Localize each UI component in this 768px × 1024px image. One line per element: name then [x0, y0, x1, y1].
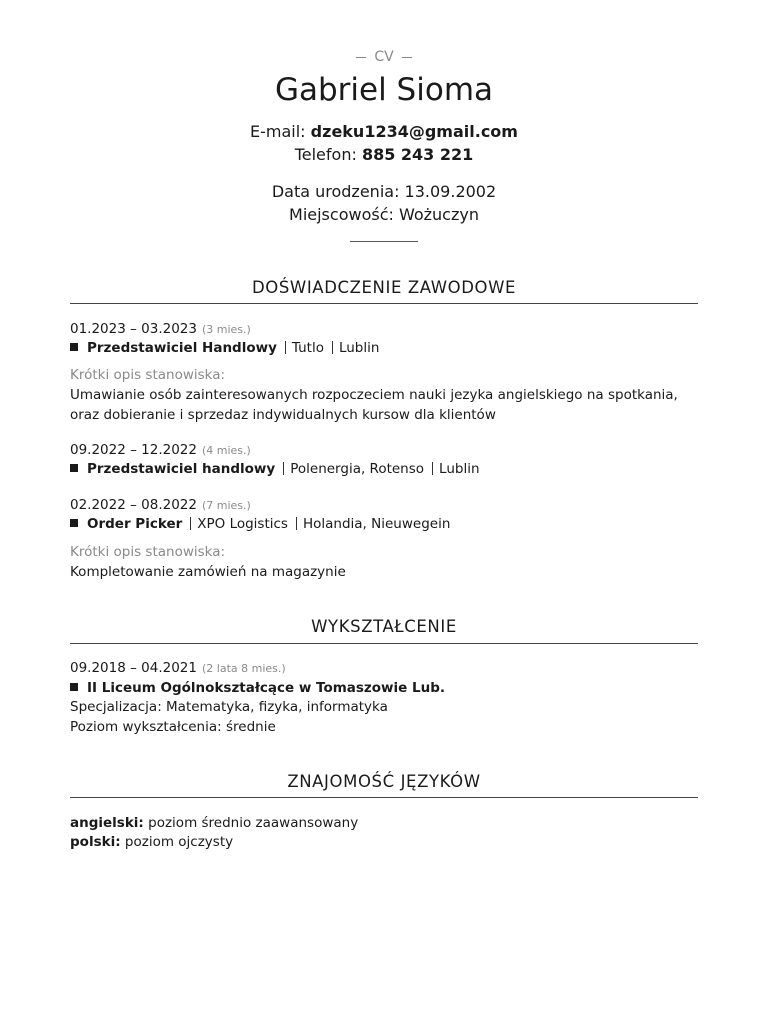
city-value: Wożuczyn — [398, 205, 479, 224]
language-level: poziom średnio zaawansowany — [148, 815, 359, 831]
email-value: dzeku1234@gmail.com — [310, 122, 518, 141]
job-1-desc-label: Krótki opis stanowiska: — [70, 367, 226, 383]
job-3-duration: (7 mies.) — [201, 499, 251, 512]
education-school-line — [70, 679, 698, 699]
separator — [283, 462, 284, 475]
job-1-title-line — [70, 339, 698, 359]
email-label: E-mail: — [250, 122, 306, 141]
job-1-company: Tutlo — [291, 340, 324, 356]
person-name: Gabriel Sioma — [274, 72, 494, 108]
separator — [296, 517, 297, 530]
job-3-period — [70, 496, 698, 516]
job-1-period — [70, 320, 698, 340]
section-title-languages: ZNAJOMOŚĆ JĘZYKÓW — [287, 772, 481, 791]
bullet-icon — [70, 519, 78, 527]
job-2-period — [70, 441, 698, 461]
job-2-dates: 09.2022 – 12.2022 — [70, 442, 197, 458]
job-2-position: Przedstawiciel handlowy — [87, 461, 276, 477]
language-level: poziom ojczysty — [124, 834, 234, 850]
language-name: angielski: — [70, 815, 144, 831]
job-3-company: XPO Logistics — [197, 516, 288, 532]
job-3-dates: 02.2022 – 08.2022 — [70, 497, 197, 513]
education-dates: 09.2018 – 04.2021 — [70, 660, 197, 676]
education-level: Poziom wykształcenia: średnie — [70, 719, 276, 735]
email-line — [0, 122, 768, 141]
section-title-education: WYKSZTAŁCENIE — [311, 617, 457, 636]
birth-value: 13.09.2002 — [404, 182, 497, 201]
job-1-description: Umawianie osób zainteresowanych rozpoczeciem nauki jezyka angielskiego na spotkania, oraz dobieranie i sprzedaz indywidualnych kursow dla klientów — [70, 387, 678, 423]
job-3-location: Holandia, Nieuwegein — [302, 516, 451, 532]
section-rule-education — [70, 643, 698, 644]
job-1-position: Przedstawiciel Handlowy — [87, 340, 277, 356]
birth-line — [0, 182, 768, 201]
job-1-dates: 01.2023 – 03.2023 — [70, 321, 197, 337]
job-2-title-line — [70, 460, 698, 480]
birth-label: Data urodzenia: — [271, 182, 400, 201]
education-specialization: Specjalizacja: Matematyka, fizyka, informatyka — [70, 699, 388, 715]
job-2-company: Polenergia, Rotenso — [290, 461, 425, 477]
separator — [190, 517, 191, 530]
city-line — [0, 205, 768, 224]
separator — [432, 462, 433, 475]
phone-line — [0, 145, 768, 164]
section-title-experience: DOŚWIADCZENIE ZAWODOWE — [251, 278, 517, 297]
job-1-duration: (3 mies.) — [201, 323, 251, 336]
job-3-desc-label: Krótki opis stanowiska: — [70, 544, 226, 560]
job-2-duration: (4 mies.) — [201, 444, 251, 457]
education-school: II Liceum Ogólnokształcące w Tomaszowie Lub. — [87, 680, 446, 696]
bullet-icon — [70, 343, 78, 351]
section-rule-languages — [70, 797, 698, 798]
cv-tag-label: CV — [374, 49, 394, 65]
job-3-title-line — [70, 515, 698, 535]
job-2-location: Lublin — [439, 461, 480, 477]
education-duration: (2 lata 8 mies.) — [201, 662, 286, 675]
section-rule-experience — [70, 303, 698, 304]
dash-left — [356, 57, 366, 58]
phone-value: 885 243 221 — [361, 145, 474, 164]
job-3-description: Kompletowanie zamówień na magazynie — [70, 564, 346, 580]
city-label: Miejscowość: — [289, 205, 394, 224]
phone-label: Telefon: — [294, 145, 357, 164]
language-item — [70, 814, 698, 834]
bullet-icon — [70, 683, 78, 691]
header-divider — [350, 241, 418, 242]
cv-tag — [0, 49, 768, 65]
separator — [285, 341, 286, 354]
language-name: polski: — [70, 834, 121, 850]
dash-right — [402, 57, 412, 58]
job-1-location: Lublin — [338, 340, 380, 356]
bullet-icon — [70, 464, 78, 472]
separator — [332, 341, 333, 354]
job-3-position: Order Picker — [87, 516, 183, 532]
education-period — [70, 659, 698, 679]
language-item — [70, 833, 698, 853]
